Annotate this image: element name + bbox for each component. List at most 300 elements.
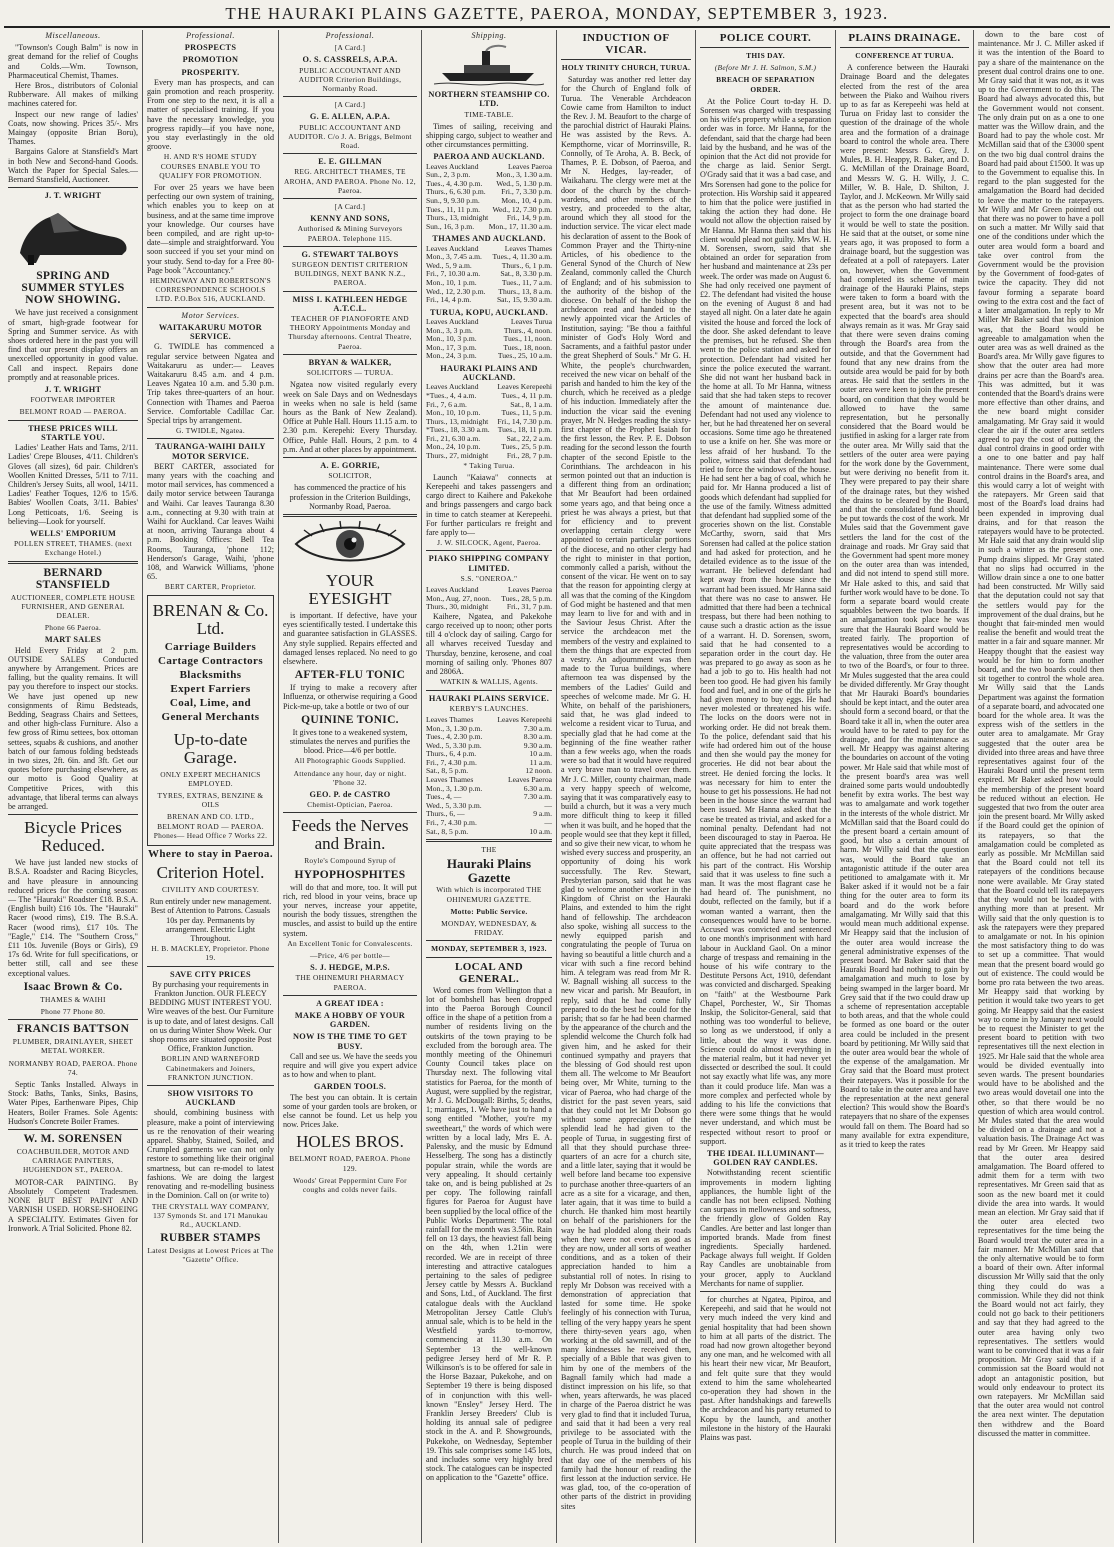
- column-professional: [143, 30, 279, 1543]
- advert-text: Authorised & Mining Surveyors PAEROA. Telephone 115.: [297, 224, 403, 243]
- advert-text: SURGEON DENTIST CRITERION BUILDINGS, NEXT BANK N.Z., PAEROA.: [291, 260, 409, 288]
- section-heading: Shipping.: [471, 31, 507, 40]
- advert-text: PUBLIC ACCOUNTANT AND AUDITOR Criterion Buildings, Normanby Road.: [298, 65, 402, 94]
- timetable: [426, 318, 552, 361]
- divider: [283, 354, 417, 355]
- divider: [840, 47, 969, 48]
- advert-heading: PROMOTION: [182, 55, 239, 65]
- timetable-cell: Tues., 4, 2.30 p.m.: [426, 732, 483, 742]
- timetable-cell: Tues., 28, 5 p.m.: [501, 593, 552, 603]
- timetable-cell: Tues., 11, 5 p.m.: [501, 408, 552, 418]
- timetable-cell: Leaves Auckland: [426, 316, 479, 326]
- advert-text: will do that and more, too. It will put rich, red blood in your veins, brace up your nerves, increase your appetite, nourish the body tissues, strengthen the muscles, and assist to build up the entire system.: [283, 882, 417, 938]
- timetable-row: [426, 603, 552, 612]
- divider: [147, 1085, 274, 1086]
- advert-sign: H. B. MACKLEY, Proprietor. Phone 19.: [151, 944, 270, 963]
- advert-subheading: KERBY'S LAUNCHES.: [449, 703, 529, 713]
- advert-text: By purchasing your requirements in Frankton Junction. OUR FLEECY BEDDING MUST INTEREST YOU. Wire weaves of the best. Our Furniture is up to date, and of latest designs. Call on us during Winter Show Week. Our shop rooms are situated opposite Post Office, Frankton Junction.: [147, 979, 274, 1054]
- advert-text: It gives tone to a weakened system, stimulates the nerves and purifies the blood. Price—4/6 per bottle.: [289, 727, 411, 756]
- timetable-cell: Leaves Thames: [426, 775, 474, 785]
- article-text: Saturday was another red letter day for the Church of England folk of Turua. The Venerable Archdeacon Cowie came from Hamilton to induct the Rev. J. M. Beaufort to the charge of the parochial district of Hauraki Plains. He was assisted by the Revs. A. Kempthorne, vicar of Morrinsville, R. Connolly, of Te Aroha, A. B. Beck, of Thames, P. E. Dobson, of Paeroa, and Mr N. Hedges, lay-reader, of Waikaharu. The clergy were met at the door of the church by the church-wardens, and other members of the vestry, and proceeded to the altar, around which they all stood for the induction service. The vicar elect made his declaration of assent to the Book of Common Prayer and the Thirty-nine Articles, of his obedience to the General Synod of the Church of New Zealand, commonly called the Church of England; and of his submission to the authority of the bishop of the diocese. On behalf of the bishop the archdeacon read and handed to the newly appointed vicar the Articles of Institution, saying: "Be thou a faithful minister of God's Holy Word and Sacraments, and a faithful pastor under the great Shepherd of Souls." Mr G. H. White, the people's churchwarden, received the new vicar on behalf of the parish and handed to him the key of the church, which he received as a pledge of his induction. Immediately after the induction the vicar said the evening prayer, Mr N. Hedges reading the sixty-first chapter of the Prophet Isaiah for the first lesson, the Rev. P. E. Dobson reading for the second lesson the fourth chapter of the second Epistle to the Corinthians. The archdeacon in his sermon pointed out that an induction is a different thing from an ordination; that Mr Beaufort had been ordained some years ago, and that being once a priest he was always a priest, but that for efficiency and to prevent overlapping certain clergy were appointed to certain particular portions of the diocese, and no other clergy had the right to minister in that portion, commonly called a parish, without the consent of the vicar. He went on to say that the reason for appointing clergy at all was that the coming of the Kingdom of God might be hastened and that men may learn to live for and with and in the Saviour Jesus Christ. After the service the archdeacon met the members of the vestry and explained to them the things that are expected from a vestry. An adjournment was then made to the Turua buildings, where afternoon tea was dispensed by the members of the Ladies' Guild and speeches of welcome made. Mr G. H. White, on behalf of the parishioners, said that, he was glad indeed to welcome a resident vicar to Turua, and specially glad that he had come at the beginning of the fine weather rather than a few weeks ago, when the roads were so bad that it would have required a very brave man to travel over them. Mr J. C. Miller, county chairman, made a very happy speech of welcome, saying that it was comparatively easy to build a church, but it was a very much more difficult thing to keep it filled when it was built, and he hoped that the people would see that they kept it filled, and so give their new vicar, to whom he wished every success and prosperity, an opportunity of doing his work successfully. The Rev. Stewart, Presbyterian parson, said that he was glad to welcome another worker in the Kingdom of Christ on the Hauraki Plains, and extended to him the right hand of fellowship. The archdeacon also spoke, wishing all success to the newly equipped parish and congratulating the people of Turua on having so beautiful a little church and a vicar with such a fine record behind him. A telegram was read from Mr R. W. Bagnall wishing all success to the new vicar and parish. Mr Beaufort, in reply, said that he had come fully prepared to do the best he could for the parish; that so far he had been charmed by the appearance of the church and the splendid welcome the Church folk had given him, and he asked for their continued sympathy and prayers that the blessing of God should rest upon them all. The welcome to Mr Beaufort being over, Mr White, turning to the vicar of Paeroa, who had charge of the district for the past seven years, said that they could not let Mr Dobson go without some appreciation of the splendid lead he had given to the people of Turua, in suggesting first of all that they should purchase three-quarters of an acre for a church site, and a little later, saying that it would be well before land became too expensive to purchase another three-quarters of an acre as a site for a vicarage, and then, later again, that it was time to build a church. He thanked him most heartily on behalf of the parishioners for the way he had plodded along their roads when they were not even as good as they are now, under all sorts of weather conditions, and as a token of their appreciation handed to him a substantial roll of notes. In rising to reply Mr Dobson was received with a demonstration of appreciation that lasted for some time. He spoke feelingly of his connection with Turua, telling of the very happy years he spent there thirty-seven years ago, when working at the old sawmill, and of the many kindnesses he received then, specially of a Bible that was given to him by one of the members of the Bagnall family which had made a distinct impression on his life, so that when, years afterwards, he was placed in charge of the Paeroa district he was very glad to find that it included Turua, and said that it had been a very real privilege to be associated with the people of Turua in the building of their church. He was proud indeed that on that day one of the members of his family had the honour of reading the first lesson at the induction service. He was glad, too, of the co-operation of other parts of the district in providing sites: [561, 75, 691, 1511]
- timetable-cell: 8.30 a.m.: [523, 732, 552, 742]
- timetable-cell: 12 noon.: [525, 766, 552, 776]
- divider: [283, 291, 417, 292]
- timetable-cell: Mon., 3, 7.45 a.m.: [426, 252, 482, 262]
- advert-heading: Where to stay in Paeroa.: [148, 848, 273, 860]
- timetable-cell: 9 a.m.: [533, 809, 552, 819]
- timetable-cell: Leaves Kerepeehi: [497, 382, 552, 392]
- advert-heading: SPRING AND SUMMER STYLES NOW SHOWING.: [21, 270, 125, 307]
- article-text: Word comes from Wellington that a lot of bombshell has been dropped into the Paeroa Borough Council office in the shape of a petition from a number of residents living on the outskirts of the town praying to be excluded from the borough area. The monthly meeting of the Ohinemuri County Council takes place on Thursday next. The following vital statistics for Paeroa, for the month of August, were supplied by the registrar, Mr J. G. McDougall: Births, 5; deaths, 1; marriages, 1. We have just to hand a song entitled "Mother, you're my sweetheart," the words of which were written by a local lady, Mrs E. A. Palensky, and the music by Edmund Hesselberg. The song has a distinctly popular strain, while the words are very appealing. It should certainly take on, and is being published at 2s per copy. The following rainfall figures for Paeroa for August have been supplied by the local office of the Public Works Department: The total rainfall for the month was 3.56in. Rain fell on 13 days, the heaviest fall being on the 4th, when 1.21in were recorded. We are in receipt of three interesting and attractive catalogues pertaining to the sales of pedigree Jersey cattle by Messrs A. Buckland and Sons, Ltd., of Auckland. The first catalogue deals with the Auckland Metropolitan Jersey Cattle Club's annual sale, which is to be held in the Westfield yards to-morrow, commencing at 11.30 a.m. On September 13 the well-known pedigree Jersey herd of Mr R. P. Wilkinson's is to be offered for sale in the Horse Bazaar, Pukekohe, and on September 19 there is being disposed of in conjunction with this well-known "Ensley" Jersey Herd. The Franklin Jersey Breeders' Club is holding its annual sale of pedigree stock in the A. and P. Showgrounds, Pukekohe, on Wednesday, September 19. This sale comprises some 145 lots, and includes some very highly bred stock. The catalogues can be inspected on application to the "Gazette" office.: [426, 985, 552, 1483]
- timetable-cell: Fri., 7, 10.30 a.m.: [426, 269, 481, 279]
- advert-text: Kaihere, Ngatea, and Pakekohe cargo received up to noon; other ports till 4 o'clock day of sailing. Cargo for all wharves received Tuesday and Thursday, benzine, kerosene, and coal morning of sailing only. 'Phones 807 and 2806A.: [426, 611, 552, 677]
- timetable-cell: 7.30 a.m.: [523, 723, 552, 733]
- card-label: [A Card.]: [334, 43, 366, 53]
- timetable-cell: Sat., 8, 3.30 p.m.: [500, 269, 552, 279]
- timetable-cell: Leaves Paeroa: [507, 585, 552, 595]
- column-plains-drainage: [836, 30, 974, 1543]
- advert-heading: Isaac Brown & Co.: [23, 980, 123, 993]
- divider: [283, 457, 417, 458]
- advert-heading: W. M. SORENSEN: [23, 1133, 123, 1146]
- divider: [426, 690, 552, 691]
- timetable-row: [426, 352, 552, 361]
- advert-heading: YOUR EYESIGHT: [308, 570, 392, 608]
- column-shipping: [422, 30, 557, 1543]
- divider: [700, 1291, 831, 1292]
- timetable-cell: Mon., 10, 1 p.m.: [426, 277, 477, 287]
- advert-heading: A. E. GORRIE,: [320, 460, 380, 470]
- advert-line: General Merchants: [161, 710, 260, 723]
- timetable-cell: Leaves Kerepeehi: [497, 714, 552, 724]
- timetable-cell: Sat., 8, 5 p.m.: [426, 826, 469, 836]
- timetable-cell: —: [544, 800, 552, 810]
- advert-heading: RUBBER STAMPS: [160, 1232, 261, 1245]
- advert-heading: QUININE TONIC.: [301, 713, 399, 726]
- timetable-heading: PAEROA AND AUCKLAND.: [433, 152, 545, 162]
- divider: [8, 187, 138, 188]
- advert-heading: GEO. P. de CASTRO: [309, 789, 391, 799]
- card-label: [A Card.]: [334, 202, 366, 212]
- timetable-cell: Fri., 7, 6 a.m.: [426, 399, 467, 409]
- article-heading: PLAINS DRAINAGE.: [848, 32, 961, 44]
- advert-heading: G. E. ALLEN, A.P.A.: [309, 112, 391, 122]
- advert-text: Held Every Friday at 2 p.m. OUTSIDE SALES Conducted anywhere by Arrangement. Prices are falling, but the quality remains. It will pay you therefore to inspect our stocks. We have just opened up new consignments of Rimu Bedsteads, Bedding, Seagrass Chairs and Settees, and other high-class Furniture. Also a few gross of Rimu settees, box ottoman settees, squabs & cushions, and another batch of our famous folding bedsteads in two sizes, 2ft. 6in. and 3ft. Get our quotes before purchasing elsewhere, as our motto is Good Quality at Competitive Prices, with this advantage, that liberal terms can always be arranged.: [8, 645, 138, 811]
- divider: [283, 153, 417, 154]
- timetable-cell: Mon., 17, 11.30 a.m.: [488, 221, 552, 231]
- advert-text: Ladies' Leather Hats and Tams, 2/11. Ladies' Crepe Blouses, 4/11. Children's Gloves (all sizes), 6d pair. Children's Woollen Knitted Dresses, 5/11 to 7/11. Children's Jersey Suits, all wool, 14/11. Ladies' Feather Toques, 12/6 to 15/6. Babies' Woollen Coats, 3/11. Babies' Long Petticoats, 1/6. Seeing is believing—Look for yourself.: [8, 443, 138, 526]
- timetable-row: [426, 828, 552, 837]
- advert-heading: WELLS' EMPORIUM: [29, 528, 117, 538]
- advert-text: If trying to make a recovery after Influenza, or otherwise requiring a Good Pick-me-up, take a bottle or two of our: [283, 683, 417, 711]
- divider: [8, 420, 138, 421]
- article-text: At the Police Court to-day H. D. Sorensen was charged with trespassing on his wife's property while a separation order was in force. Mr Hanna, for the defendant, said that the charge had been laid by the husband, and he was of the opinion that the Act did not provide for the charge as laid. Senior Sergt. O'Grady said that it was a bad case, and Mrs Sorensen had gone to the police for protection. His Worship said it appeared to him that the police were justified in taking the action they had done. He would not allow the objection raised by Mr Hanna. Mr Hanna then said that his client would plead not guilty. Mrs W. H. M. Sorensen, sworn, said that she obtained an order for separation from her husband and maintenance at 23s per week. The order was made on August 6. She had only received one payment of £2. The defendant had visited the house on the evening of August 8 and had stayed all night. On a later date he again visited the house and forced the lock of the door. She asked defendant to leave the premises, but he refused. She then went to the police station and asked for protection. Defendant had visited her since the police executed the warrant. She did not want her husband back in the home at all. To Mr Hanna, witness said that she had taken steps to recover the amount of maintenance due. Defendant had not used any violence to her, but he had threatened her on several occasions. Some time ago he threatened to use a knife on her. She was more or less afraid of her husband. To the police, witness said that defendant had tried to force the windows of the house. He had sent her a bag of coal, which he paid for. Mr Hanna produced a list of goods which defendant had supplied for the use of the family. Witness admitted that defendant had supplied some of the groceries shown on the list. Constable McCarthy, sworn, said that Mrs Sorensen had called at the police station and had asked for protection, and he detailed evidence as to the issue of the warrant. He believed defendant had kept away from the house since the warrant had been issued. Mr Hanna said that there was no case to answer. He admitted that there had been a technical trespass, but there had been nothing to cause such a drastic action as the issue of a warrant. H. D. Sorensen, sworn, said that he had consented to a separation order in the court day. He was prepared to go away as soon as he had a job to go to. His health had not been too good. He had given his family food and fuel, and in one of the girls he had given money to buy eggs. He had never molested or threatened his wife. The locks on the doors were not in working order. He did not break them. To the police, defendant said that his wife had ordered him out of the house and then she would pay the money for groceries. He did not bear about the street. He denied forcing the locks. It was necessary for him to enter the house to get his possessions. He had not been in the house since the warrant had been issued. Mr Hanna asked that the case be treated as trivial, and asked for a nominal penalty. Defendant had not been discouraged to stay in Paeroa. He quite appreciated that the trespass was an offence, but he had not carried out his part of the contract. His Worship said that it was useless to fine such a man. It was the most flagrant case he had heard of. The punishment, no doubt, reflected on the family, but if a woman wanted a warrant, then the consequences would have to be borne. Accused was convicted and sentenced to one month's imprisonment with hard labour in Auckland Gaol. On a minor charge of trespass and remaining in the house of his wife contrary to the Destitute Persons Act, 1910, defendant was convicted and discharged. Speaking on "faith" at the Westbourne Park Chapel, Porchester, W., Sir Thomas Inskip, the Solicitor-General, said that nothing was too wonderful to believe, so long as we understood, if only a little, about the way it was done. Science could do almost everything in the material realm, but it had never yet dissected or described the soul. It could not say exactly what life was, any more than it could produce life. Man was a more complex and perfected whole by adding to his life the convictions that there were some things that he would never understand, and which must be respected without resort to proof or support.: [700, 96, 832, 1146]
- advert-heading: PROSPECTS: [184, 43, 237, 53]
- advert-text: Bargains Galore at Stansfield's Mart in both New and Second-hand Goods. Watch the Paper for Special Sales.—Bernard Stansfield, Auctioneer.: [8, 147, 138, 185]
- timetable-cell: 11 a.m.: [529, 757, 552, 767]
- timetable-cell: Wed., 5, 3.30 p.m.: [426, 740, 482, 750]
- advert-subheading: Chemist-Optician, Paeroa.: [307, 800, 393, 810]
- advert-address: BELMONT ROAD — PAEROA.: [19, 407, 127, 417]
- timetable-cell: Mon., 3, 1.30 p.m.: [426, 723, 483, 733]
- advert-text: Call and see us. We have the seeds you require and will give you expert advice as to how and when to plant.: [283, 1051, 417, 1080]
- advert-subheading: An Excellent Tonic for Convalescents.: [287, 938, 413, 948]
- timetable-cell: Wed., 12, 7.30 p.m.: [492, 204, 552, 214]
- timetable-cell: Leaves Thames: [426, 714, 474, 724]
- eye-illustration: [290, 520, 410, 568]
- timetable-cell: Fri., 28, 7 p.m.: [506, 451, 552, 461]
- advert-text: Attendance any hour, day or night. 'Phone 32.: [293, 768, 407, 787]
- divider: [8, 1019, 138, 1020]
- advert-subheading: COACHBUILDER, MOTOR AND CARRIAGE PAINTERS, HUGHENDON ST., PAEROA.: [16, 1147, 130, 1175]
- timetable-cell: Thurs., 27, midnight: [426, 451, 489, 461]
- timetable-heading: THAMES AND AUCKLAND.: [432, 234, 546, 244]
- advert-subheading: PLUMBER, DRAINLAYER, SHEET METAL WORKER.: [12, 1037, 134, 1056]
- advert-text: We have just landed new stocks of B.S.A. Roadster and Racing Bicycles, and have pleasure in announcing reduced prices for the coming season:— The "Hauraki" Roadster £18. B.S.A. (English built) £16 10s. The "Hauraki" Racer (wood rims), £19. The B.S.A. Racer (wood rims), £17 10s. The "Eagle," £14. The "Southern Cross," £11 10s. Juvenile (Boys or Girls), £9 17s 6d. Write for full specifications, or better still, call and see these exceptional values.: [8, 858, 138, 978]
- advert-subheading: S.S. "ONEROA.": [460, 573, 518, 583]
- advert-phone: Phone 66 Paeroa.: [44, 623, 102, 633]
- advert-address: BELMONT ROAD, PAEROA. Phone 129.: [289, 1154, 411, 1173]
- divider: [561, 59, 691, 60]
- advert-heading: THE IDEAL ILLUMINANT—GOLDEN RAY CANDLES.: [707, 1148, 824, 1168]
- timetable-cell: Tues., 18, 11 p.m.: [497, 425, 552, 435]
- timetable-cell: Leaves Thames: [504, 243, 552, 253]
- divider: [8, 1129, 138, 1130]
- timetable-cell: Mon., 10, 4 p.m.: [501, 196, 552, 205]
- advert-subheading: FOOTWEAR IMPORTER: [30, 395, 116, 405]
- advert-text: We have just received a consignment of smart, high-grade footwear for Spring and Summer service. As with shoes ordered here in the past you will find that our present display offers an unexcelled opportunity in good value. Call and inspect. Repairs done promptly and at reasonable prices.: [8, 308, 138, 382]
- advert-location: THAMES & WAIHI: [40, 994, 106, 1004]
- steamship-illustration: [434, 43, 544, 87]
- timetable-cell: Sun., 16, 3 p.m.: [426, 221, 475, 231]
- timetable-cell: Fri., 14, 4 p.m.: [426, 295, 472, 305]
- divider: [283, 198, 417, 199]
- advert-heading: TAURANGA-WAIHI DAILY MOTOR SERVICE.: [155, 442, 266, 461]
- advert-text: MOTOR-CAR PAINTING. By Absolutely Competent Tradesmen. NONE BUT BEST PAINT AND VARNISH USED. HORSE-SHOEING A SPECIALITY. Estimates Given for Ironwork. A Trial Solicited. Phone 82.: [8, 1177, 138, 1233]
- timetable-cell: Leaves Auckland: [426, 243, 479, 253]
- advert-text: Times of sailing, receiving and shipping cargo, subject to weather and other circumstances permitting.: [426, 121, 552, 150]
- advert-text: The best you can obtain. It is certain some of your garden tools are broken, or else cannot be found. Let us help you now. Prices Jake.: [283, 1092, 417, 1130]
- article-subheading: THIS DAY.: [746, 51, 785, 60]
- timetable-cell: Thurs., 6, 6.30 p.m.: [426, 187, 486, 197]
- column-miscellaneous: [4, 30, 143, 1543]
- timetable: [426, 586, 552, 612]
- advert-text: Inspect our new range of ladies' Coats, now showing. Prices 35/-. Mrs Maingay (opposite Brian Boru), Thames.: [8, 109, 138, 147]
- timetable-cell: Thurs., 13, midnight: [426, 213, 489, 223]
- timetable-cell: Leaves Paeroa: [507, 161, 552, 171]
- timetable-cell: Sat., 8, 5 p.m.: [426, 766, 469, 776]
- advert-heading: NORTHERN STEAMSHIP CO. LTD.: [428, 90, 550, 109]
- advert-line: Carriage Builders: [164, 640, 257, 653]
- article-byline: (Before Mr J. H. Salmon, S.M.): [714, 63, 817, 73]
- timetable-cell: Sun., 9, 9.30 p.m.: [426, 196, 480, 205]
- divider: [147, 307, 274, 308]
- advert-subheading: AUCTIONEER, COMPLETE HOUSE FURNISHER, AND GENERAL DEALER.: [10, 592, 136, 620]
- advert-text: Launch "Kaiawa" connects at Kerepeehi and takes passengers and cargo direct to Kaihere and Pakekohe and brings passengers and cargo back in time to catch steamer at Kerepeehi. For further particulars re freight and fare apply to—: [426, 472, 552, 538]
- advert-text: Woods' Great Peppermint Cure For coughs and colds never fails.: [293, 1175, 407, 1195]
- advert-text: For over 25 years we have been perfecting our own system of training, which enables you to keep on at business, and at the same time improve your knowledge. Our courses have been compiled, and are right up-to-date—simple and straightforward. You soon succeed if you set your mind on your study. Send to-day for a Free 80-Page book "Accountancy.": [147, 183, 274, 275]
- advert-line: Cartage Contractors: [157, 654, 264, 667]
- timetable-cell: Fri., 7, 3.30 p.m.: [501, 187, 552, 197]
- advert-heading: MISS I. KATHLEEN HEDGE A.T.C.L.: [292, 294, 408, 313]
- advert-subheading: TIME-TABLE.: [464, 109, 514, 119]
- column-induction-of-vicar: [557, 30, 696, 1543]
- timetable-heading: TURUA, KOPU, AUCKLAND.: [430, 307, 548, 317]
- gazette-date: MONDAY, SEPTEMBER 3, 1923.: [431, 944, 547, 954]
- article-text: for churches at Ngatea, Pipiroa, and Kerepeehi, and said that he would not very much indeed the very kind and genial hospitality that had been shown to him at all parts of the district. The road had now grown altogether beyond any one man, and he welcomed with all his heart their new vicar, Mr Beaufort, and felt quite sure that they would extend to him the same wholehearted co-operation they had shown in the past. After handshakings and farewells the archdeacon and his party returned to Kopu by the launch, and another milestone in the history of the Hauraki Plains was past.: [700, 1295, 831, 1443]
- advert-text: REG. ARCHITECT THAMES, TE AROHA, AND PAEROA. Phone No. 12, Paeroa.: [284, 167, 416, 195]
- card-label: [A Card.]: [334, 100, 366, 110]
- advert-text: Every man has prospects, and can gain promotion and reach prosperity. From one step to the next, it is all a matter of specialised training. If you have the necessary knowledge, you progress rapidly—if you have none, you stay everlastingly in the old groove.: [147, 77, 274, 152]
- advert-subheading: THE OHINEMURI PHARMACY PAEROA.: [295, 973, 405, 992]
- advert-heading: PROSPERITY.: [181, 67, 240, 77]
- divider: [147, 438, 274, 439]
- divider: [8, 814, 138, 815]
- timetable-cell: Fri., 21, 6.30 a.m.: [426, 433, 481, 443]
- timetable-cell: Thurs., 6, 4 p.m.: [426, 749, 477, 759]
- gazette-nameplate: Hauraki Plains Gazette: [446, 856, 532, 886]
- timetable-cell: Fri., 7, 4.30 p.m.: [426, 818, 477, 828]
- divider: [283, 812, 417, 813]
- divider: [147, 966, 274, 967]
- timetable-row: [426, 452, 552, 461]
- timetable-cell: Tues., 25, 5 p.m.: [501, 442, 552, 452]
- advert-address: NORMANBY ROAD, PAEROA. Phone 74.: [8, 1058, 138, 1077]
- advert-heading: E. E. GILLMAN: [318, 157, 382, 167]
- advert-heading: KENNY AND SONS,: [310, 214, 390, 224]
- advert-sign: BERT CARTER, Proprietor.: [164, 582, 257, 592]
- timetable-cell: Leaves Auckland: [426, 382, 479, 392]
- timetable-cell: Thurs., 13, 8 a.m.: [498, 286, 552, 296]
- timetable-cell: Tues., 4, 4.30 p.m.: [426, 178, 483, 188]
- timetable-cell: Sat., 15, 9.30 a.m.: [496, 295, 552, 305]
- advert-text: BERT CARTER, associated for many years with the coaching and motor mail services, has commenced a daily motor service between Tauranga and Waihi. Car leaves Tauranga 8.30 a.m., connecting at 9.30 with train at Waihi for Auckland. Car leaves Waihi at noon, arriving Tauranga about 4 p.m. Booking Offices: Bell Tea Rooms, Tauranga, 'phone 112; Henderson's Garage, Waihi, 'phone 108, and Warwick Williams, 'phone 65.: [147, 461, 274, 582]
- divider: [8, 561, 138, 564]
- advert-heading: SAVE CITY PRICES: [170, 969, 251, 979]
- advert-subheading: ONLY EXPERT MECHANICS EMPLOYED.: [160, 769, 261, 788]
- timetable-cell: Fri., 14, 9 p.m.: [506, 213, 552, 223]
- article-text: A conference between the Hauraki Drainage Board and the delegates elected from the rest of the area between the Piako and Waihou rivers up to as far as Kerepeehi was held at Turua on Friday last to consider the question of the drainage of the whole area and the formation of a drainage board to control the whole area. There were present: Messrs G. Grey, J. Mules, B. H. Heappy, R. Baker, and D. G. McMillan of the Drainage Board, and Messrs W. G. H. Willy, J. C. Miller, W. B. Hale, D. Shilton, J. Taylor, and J. McKeown. Mr Willy said that as the person who had started the project to form the one drainage board it would be well to state the position. He said that at the outset, or some nine years ago, it was proposed to form a drainage board, but the suggestion was defeated at a poll of ratepayers. Later on, however, when the Government had completed its scheme of main drainage of the Hauraki Plains, steps were taken to form a board with the present area, but it was not to be expected that the board's area should always remain as it was. Mr Gray said that there were seven drains coming through the Board's area from the outside, and that the Government had found that any new drains from the outside area would be paid for by both areas. He said that the settlers in the outer area were keen to join the present board, on condition that they would be allowed to have the same representation, but he personally considered that the Board would be justified in asking for a larger rate from the outer area. Mr Willy said that the settlers of the outer area were paying for the work done by the Government, but were deriving no benefit from it. They were prepared to pay their share of the drainage rates, but they wished the drains to be cleared by the Board, and that the consolidated fund should be put towards the cost of the work. Mr Mules said that the Government gave settlers the land for the cost of the drainage and roads. Mr Gray said that the Government had spent more money on the outer area than was intended, and did not intend to spend still more. Mr Hale asked to this, and said that further work would have to be done. To form a separate board would create squabbles between the two boards. If an amalgamation took place he was sure that the Hauraki Board would be treated fairly. The proportion of representatives would be according to the valuation, three from the outer area to two of the Board's, or four to three. Mr Mules suggested that the area could be divided differently. Mr Gray thought that Mr Hauraki Board's boundaries should be kept intact, and the outer area should form a second board, or that the Board take it all in, when the outer area would have to be rated to pay for the drainage, and for the maintenance as well. Mr Heappy was against altering the boundaries on account of the voting power. Mr Hale said that while most of the present board's area was well drained some parts would undoubtedly benefit by extra works. The best way was to amalgamate and work together in the interests of the whole district. Mr McMillan said that the Board could do the present board a certain amount of good, but also a certain amount of harm. Mr Willy said that the question was, would the Board take an antagonistic attitude if the outer area petitioned to amalgamate with it. Mr Baker asked if it would not be a fair thing for the outer area to form its board and do the work before amalgamating. Mr Willy said that this would mean much additional expense. Mr Heappy said that the inclusion of the outer area would increase the general administrative expenses of the present board. Mr Baker said that the Hauraki Board had nothing to gain by amalgamation and much to lose by being swamped in the larger board. Mr Grey said that if the two could draw up a scheme of representation acceptable to both areas, and that the whole could be formed as one board or the outer area could be included in the present board by petitioning. Mr Willy said that the outer area would bear the whole of the expense of the amalgamation. Mr Gray said that the Board must protect their ratepayers. Was it possible for the Board to take in the outer area and have the representation at the next general election? This would show the Board's ratepayers that no share of the expenses would fall on them. The Board had so many available for extra expenditure, as it tried to keep the rates: [840, 63, 970, 1149]
- timetable-cell: *Tues., 18, 3.30 a.m.: [426, 425, 490, 435]
- timetable-cell: Sat., 22, 2 a.m.: [506, 433, 552, 443]
- timetable-cell: 10 a.m.: [529, 826, 552, 836]
- advert-text: G. TWIDLE has commenced a regular service between Ngatea and Waitakaruru as under:— Leaves Waitakaruru 8.45 a.m. and 4 p.m. Leaves Ngatea 10 a.m. and 5.30 p.m. Trip takes three-quarters of an hour. Connection with Thames and Paeroa Service. Comfortable Cadillac Car. Special trips by arrangement.: [147, 342, 274, 425]
- timetable: [426, 716, 552, 776]
- timetable-cell: Mon., 3, 1.30 p.m.: [426, 783, 483, 793]
- article-text: down to the bare cost of maintenance. Mr J. C. Miller asked if it was the intention of the Board to pay a share of the maintenance on the present dual control drains one to one. Mr Gray said that it was not, as it was up to the Government to do this. The Board had always advocated this, but the Government would not consent. The only drain put on as a one to one matter was the Willow drain, and the Board had to pay the whole cost. Mr McMillan said that of the £3000 spent on the two big dual control drains the Board had paid about £1500. It was up to the Government to equalise this. In regard to the plan suggested for the amalgamation the Board had decided to leave the matter to the ratepayers. Mr Willy and Mr Green pointed out that there was no power to have a poll on such a matter. Mr Willy said that one of the conditions under which the outer area would form a board and take over control from the Government would be the provision by the Government of food-gates of twice the capacity. They did not favour forming a separate board owing to the extra cost and the fact of a later amalgamation. In reply to Mr Miller Mr Baker said that his opinion was, that the Board would be agreeable to amalgamation when the outer area was as well drained as the Board's area. Mr Willy gave figures to show that the outer area had more drains per acre than the Board's area. This was admitted, but it was contended that the Board's drains were more effective than other drains, and the new board might consider amalgamating. Mr Gray said it would clear the air if the outer area settlers agreed to pay the cost of putting the dual control drains in good order with a one to one batter and pay half maintenance. There were some dual control drains in the Board's area, and this would carry a lot of weight with the ratepayers. Mr Green said that most of the Board's load drains had been expended in improving dual drains, and for that reason the ratepayers would have to be protected. Mr Hale said that any drain would slip in such a winter as the present one. Pump drains slipped. Mr Gray stated that no slips had occurred in the Willow drain since a one to one batter had been constructed. Mr Willy said that the deputation could not say that the settlers would pay for the improvement of the dual drains, but he thought that fair-minded men would realise the benefit and would treat the matter in a fair and square manner. Mr Heappy thought that the easiest way would be for him to form another board, and the two boards could then sit together to control the whole area. Mr Willy said that the Lands Department was against the formation of a separate board, and advocated one board for the whole area. It was the express wish of the settlers in the outer area to amalgamate. Mr Gray suggested that the outer area be divided into three areas and have three representatives against four of the Hauraki Board until the present term expired. Mr Baker asked how would the membership of the present board be reduced without an election. He suggested that two from the outer area join the present board. Mr Willy asked if the Board could get the opinion of its ratepayers, so that the amalgamation could be completed as early as possible. Mr McMillan said that the Board could not tell its ratepayers of the conditions because none were available. Mr Gray stated that the Board could tell its ratepayers that they would not be loaded with anything more than at present. Mr Willy said that the only question is to ask the ratepayers were they prepared to amalgamate or not. In his opinion the most satisfactory thing to do was to set up a committee. That would mean that the present board would go out of existence. The could would be borne pro rata between the two areas. Mr Heappy said that working by petition it would take two years to get going. Mr Heappy said that the easiest way to come in by January next would be to request the Minister to get the present board to petition with two representatives till the next election in 1925. Mr Hale said that the whole area would be divided eventually into seven wards. The present boundaries would have to be abolished and the two areas would dovetail one into the other, so that there would be no question of which area would control. Mr Mules stated that the area would be divided on a drainage and not a valuation basis. The Drainage Act was read by Mr Green. Mr Heappy said that the outer area desired amalgamation. The Board offered to admit them for a term with two representatives. Mr Green said that as soon as the new board met it could divide the area into wards. It would mean an election. Mr Gray said that if the outer area elected two representatives for the time being the Board would treat the outer area in a fair manner. Mr McMillan said that the only alternative would be to form a board of their own. After informal discussion Mr Willy said that the only thing they could do was a commission. While they did not think the Board would not act fairly, they could not go back to their petitioners and say that they had agreed to the outer area having only two representatives. The settlers would want to be convinced that it was a fair proposition. Mr Gray said that if a commission sat the Board would not adopt an antagonistic position, but would only endeavour to protect its own ratepayers. Mr McMillan said that the outer area would not control the area next winter. The deputation then withdrew and the Board discussed the matter in committee.: [978, 30, 1104, 1438]
- advert-heading: GARDEN TOOLS.: [313, 1082, 387, 1092]
- column-drainage-continued: [974, 30, 1108, 1543]
- column-professional-cards: [279, 30, 422, 1543]
- advert-text: Run entirely under new management. Best of Attention to Patrons. Casuals 10s per day. Permanents by arrangement. Electric Light Throughout.: [149, 897, 272, 944]
- divider: [283, 96, 417, 97]
- section-heading: Motor Services.: [181, 310, 240, 320]
- advert-phone: Phone 77 Phone 80.: [40, 1007, 106, 1017]
- gazette-days: MONDAY, WEDNESDAY, & FRIDAY.: [441, 919, 537, 938]
- advert-heading: AFTER-FLU TONIC: [294, 669, 406, 682]
- timetable: [426, 383, 552, 460]
- advert-sign: WATKIN & WALLIS, Agents.: [440, 677, 538, 687]
- timetable-cell: Thurs., 30, midnight: [426, 602, 489, 612]
- timetable-cell: *Tues., 4, 4 a.m.: [426, 390, 477, 400]
- advert-text: should, combining business with pleasure, make a point of interviewing us re the renovation of their wearing apparel. Shabby, Stained, Soiled, and Crumpled garments we can not only restore to something like their original smartness, but can re-model to latest fashions. We are doing the largest renovating and re-modelling business in the Dominion. Call on (or write to): [147, 1108, 274, 1201]
- timetable-cell: 7.30 a.m.: [523, 792, 552, 802]
- advert-subheading: TYRES, EXTRAS, BENZINE & OILS: [157, 790, 264, 810]
- advert-text: Here Bros., distributors of Colonial Rubberware. All makes of milking machines catered for.: [8, 81, 138, 109]
- advert-text: is important. If defective, have your eyes scientifically tested. I undertake this and guarantee satisfaction in GLASSES. Any style supplied. Repairs effected and damaged lenses replaced. No need to go elsewhere.: [283, 610, 417, 666]
- timetable-cell: —: [544, 818, 552, 828]
- timetable-row: [426, 223, 552, 232]
- article-heading: POLICE COURT.: [719, 32, 812, 44]
- timetable: [426, 163, 552, 232]
- advert-sign: HEMINGWAY AND ROBERTSON'S CORRESPONDENCE SCHOOLS LTD. P.O.Box 516, AUCKLAND.: [149, 276, 272, 304]
- advert-heading: WAITAKARURU MOTOR SERVICE.: [158, 322, 263, 342]
- timetable-cell: Fri., 31, 7 p.m.: [506, 602, 552, 612]
- timetable-cell: Tues., 4, 11.30 a.m.: [492, 252, 552, 262]
- advert-text: Latest Designs at Lowest Prices at The "Gazette" Office.: [147, 1246, 274, 1265]
- timetable: [426, 245, 552, 305]
- timetable-cell: Mon., 24, 3 p.m.: [426, 351, 477, 361]
- advert-subheading: CIVILITY AND COURTESY.: [161, 885, 260, 894]
- advert-heading: J. T. WRIGHT: [44, 385, 102, 395]
- advert-heading: FRANCIS BATTSON: [16, 1023, 130, 1036]
- timetable-cell: Tues., 11, 11 p.m.: [426, 204, 481, 214]
- advert-sign: BORLIN AND WARNEFORD Cabinetmakers and Joiners, FRANKTON JUNCTION.: [161, 1054, 260, 1082]
- advert-text: All Photographic Goods Supplied.: [294, 756, 406, 766]
- advert-text: Septic Tanks Installed. Always in Stock: Baths, Tanks, Sinks, Basins, Water Pipes, Earthenware Pipes, Chip Heaters, Boiler Frames. Sole Agents: Hudson's Concrete Boiler Frames.: [8, 1080, 138, 1126]
- advert-heading: HAURAKI PLAINS SERVICE.: [428, 693, 550, 703]
- divider: [283, 246, 417, 247]
- advert-heading: J. T. WRIGHT: [44, 191, 102, 201]
- divider: [283, 514, 417, 517]
- advert-heading: BERNARD STANSFIELD: [35, 566, 111, 591]
- timetable-cell: Wed., 12, 2.30 p.m.: [426, 286, 486, 296]
- advert-heading: HOLES BROS.: [296, 1132, 404, 1152]
- divider: [283, 995, 417, 996]
- section-heading: Professional.: [325, 31, 375, 40]
- column-police-court: [696, 30, 836, 1543]
- timetable-row: [426, 296, 552, 305]
- timetable-cell: Fri., 7, 4.30 p.m.: [426, 757, 477, 767]
- gazette-the: THE: [481, 845, 497, 855]
- timetable-heading: HAURAKI PLAINS AND AUCKLAND.: [440, 363, 538, 383]
- timetable-cell: Leaves Auckland: [426, 585, 479, 595]
- advert-heading: Bicycle Prices Reduced.: [24, 818, 122, 856]
- article-subheading: BREACH OF SEPARATION ORDER.: [716, 75, 815, 94]
- timetable-cell: Mon., 24, 10 p.m.: [426, 442, 481, 452]
- advert-heading: PIAKO SHIPPING COMPANY LIMITED.: [428, 554, 550, 573]
- timetable-cell: Thurs., 6, 1 p.m.: [501, 260, 552, 270]
- advert-sign: THE CRYSTALL WAY COMPANY, 137 Symonds St. and 171 Manukau Rd., AUCKLAND.: [151, 1201, 270, 1229]
- advert-heading: Feeds the Nerves and Brain.: [291, 816, 409, 854]
- timetable-cell: 10 a.m.: [529, 749, 552, 759]
- article-heading: LOCAL AND GENERAL.: [454, 960, 524, 985]
- advert-heading: Criterion Hotel.: [156, 863, 265, 882]
- timetable-cell: Mon., 10, 3 p.m.: [426, 334, 477, 344]
- advert-address: POLLEN STREET, THAMES. (next Exchange Hotel.): [14, 539, 132, 558]
- advert-heading: Up-to-date Garage.: [173, 729, 248, 767]
- advert-subheading: SOLICITORS — TURUA.: [306, 368, 394, 378]
- advert-heading: S. J. HEDGE, M.P.S.: [310, 963, 390, 973]
- advert-line: Blacksmiths: [179, 668, 242, 681]
- advert-text: has commenced the practice of his profession in the Criterion Buildings, Normanby Road, Paeroa.: [289, 483, 411, 511]
- timetable-cell: Leaves Paeroa: [507, 775, 552, 785]
- timetable-cell: Thurs., 4, noon.: [503, 325, 552, 335]
- timetable-cell: 9.30 a.m.: [523, 740, 552, 750]
- advert-heading: MAKE A HOBBY OF YOUR GARDEN.: [294, 1011, 406, 1030]
- timetable-cell: Mon., 17, 3 p.m.: [426, 342, 477, 352]
- section-heading: Professional.: [186, 31, 235, 40]
- advert-heading: NOW IS THE TIME TO GET BUSY.: [293, 1032, 407, 1051]
- columns: [4, 30, 1110, 1543]
- advert-price: —Price, 4/6 per bottle—: [310, 951, 390, 961]
- timetable-cell: Thurs., 13, midnight: [426, 416, 489, 426]
- timetable-cell: Leaves Auckland: [426, 161, 479, 171]
- advert-heading: BRYAN & WALKER,: [308, 357, 392, 367]
- timetable-cell: Mon., 10, 10 p.m.: [426, 408, 481, 418]
- advert-subheading: SOLICITOR,: [328, 471, 372, 481]
- advert-heading: BRENAN & Co. Ltd.: [152, 600, 269, 638]
- timetable-cell: Wed., 5, 1.30 p.m.: [496, 178, 552, 188]
- advert-heading: A GREAT IDEA :: [316, 998, 384, 1008]
- brenan-advert: [147, 595, 274, 846]
- advert-heading: MART SALES: [44, 635, 102, 645]
- divider: [426, 957, 552, 958]
- timetable-cell: Tues., 18, noon.: [503, 342, 552, 352]
- advert-subheading: Royle's Compound Syrup of: [304, 856, 396, 866]
- gazette-motto: Motto: Public Service.: [450, 906, 528, 916]
- advert-heading: G. STEWART TALBOYS: [301, 249, 399, 259]
- timetable-cell: Wed., 5, 9 a.m.: [426, 260, 472, 270]
- section-heading: Miscellaneous.: [45, 31, 101, 40]
- divider: [700, 47, 831, 48]
- timetable-note: * Taking Turua.: [463, 460, 515, 470]
- timetable-cell: Leaves Turua: [510, 316, 552, 326]
- timetable-cell: Mon., Aug. 27, noon.: [426, 593, 491, 603]
- advert-line: Expert Farriers: [170, 682, 251, 695]
- timetable-cell: Tues., 11, 7 a.m.: [501, 277, 552, 287]
- advert-heading: SHOW VISITORS TO AUCKLAND: [167, 1089, 254, 1108]
- timetable-cell: Sun., 2, 3 p.m.: [426, 170, 471, 180]
- divider: [426, 839, 552, 842]
- timetable-cell: Mon., 3, 3 p.m.: [426, 325, 473, 335]
- advert-text: Ngatea now visited regularly every week on Sale Days and on Wednesdays in weeks when no sale is held (same hours as the Bank of New Zealand). Office at Puhle Hall. Hours 11.15 a.m. to 2.30 p.m. Kerepehi: Every Thursday. Office, Puhle Hall. Hours, 2 p.m. to 4 p.m. And at other places by appointment.: [283, 380, 417, 454]
- article-subheading: HOLY TRINITY CHURCH, TURUA.: [561, 63, 691, 72]
- masthead: THE HAURAKI PLAINS GAZETTE, PAEROA, MONDAY, SEPTEMBER 3, 1923.: [4, 0, 1110, 28]
- advert-heading: THESE PRICES WILL STARTLE YOU.: [28, 423, 118, 442]
- timetable-cell: Tues., 4, —: [426, 792, 462, 802]
- article-heading: INDUCTION OF VICAR.: [582, 32, 670, 56]
- advert-address: BRENAN AND CO. LTD., BELMONT ROAD — PAEROA. Phones— Head Office 7 Works 22.: [153, 812, 268, 840]
- timetable-cell: Fri., 14, 7.30 p.m.: [497, 416, 552, 426]
- advert-text: PUBLIC ACCOUNTANT AND AUDITOR. C/o J. A. Briggs, Belmont Road.: [288, 122, 412, 151]
- article-subheading: CONFERENCE AT TURUA.: [855, 51, 954, 60]
- timetable-cell: Tues., 4, 11 p.m.: [501, 390, 552, 400]
- advert-line: Coal, Lime, and: [169, 696, 252, 709]
- advert-text: Notwithstanding recent scientific improvements in modern lighting appliances, the humble light of the candle has not been eclipsed. Nothing can surpass in mellowness and softness, the friendly glow of Golden Ray Candles. Are better and last longer than imported brands. Made from finest ingredients. Specially hardened. Package always full weight. If Golden Ray Candles are unobtainable from your grocer, apply to Auckland Merchants for name of supplier.: [700, 1168, 831, 1288]
- divider: [426, 550, 552, 551]
- timetable-cell: Wed., 5, 3.30 p.m.: [426, 800, 482, 810]
- timetable-cell: Mon., 3, 1.30 a.m.: [496, 170, 552, 180]
- shoe-illustration: [14, 203, 132, 267]
- advert-text: TEACHER OF PIANOFORTE AND THEORY Appointments Monday and Thursday afternoons. Central Theatre, Paeroa.: [288, 314, 412, 351]
- timetable: [426, 776, 552, 836]
- advert-heading: HYPOPHOSPHITES: [294, 868, 406, 881]
- advert-subheading: H. AND R'S HOME STUDY COURSES ENABLE YOU TO QUALIFY FOR PROMOTION.: [159, 152, 262, 180]
- advert-text: "Townson's Cough Balm" is now in great demand for the relief of Coughs and Colds.—Wm. Townson, Pharmaceutical Chemist, Thames.: [8, 43, 138, 80]
- timetable-cell: 6.30 a.m.: [523, 783, 552, 793]
- advert-sign: G. TWIDLE, Ngatea.: [175, 426, 246, 436]
